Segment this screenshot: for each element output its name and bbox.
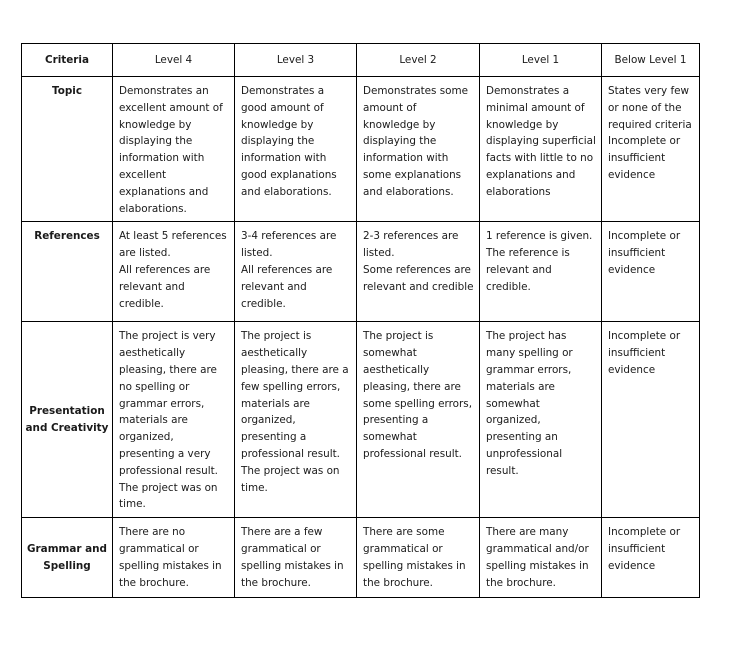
cell-level-4: There are no grammatical or spelling mistakes in the brochure. bbox=[113, 518, 235, 598]
criterion-label: References bbox=[22, 222, 113, 322]
row-grammar bbox=[22, 518, 700, 598]
header-below-level-1: Below Level 1 bbox=[602, 44, 700, 77]
header-level-1: Level 1 bbox=[480, 44, 602, 77]
criterion-label: Presentation and Creativity bbox=[22, 322, 113, 518]
cell-below-level-1: Incomplete or insufficient evidence bbox=[602, 322, 700, 518]
criterion-label: Topic bbox=[22, 77, 113, 222]
cell-level-3: There are a few grammatical or spelling mistakes in the brochure. bbox=[235, 518, 357, 598]
cell-below-level-1: States very few or none of the required criteria Incomplete or insufficient evidence bbox=[602, 77, 700, 222]
cell-level-3: Demonstrates a good amount of knowledge by displaying the information with good explanations and elaborations. bbox=[235, 77, 357, 222]
cell-level-1: Demonstrates a minimal amount of knowledge by displaying superficial facts with little to no explanations and elaborations bbox=[480, 77, 602, 222]
cell-level-3: 3-4 references are listed. All references are relevant and credible. bbox=[235, 222, 357, 322]
criterion-label: Grammar and Spelling bbox=[22, 518, 113, 598]
cell-level-2: The project is somewhat aesthetically pleasing, there are some spelling errors, presenting a somewhat professional result. bbox=[357, 322, 480, 518]
cell-level-2: 2-3 references are listed. Some references are relevant and credible bbox=[357, 222, 480, 322]
row-references bbox=[22, 222, 700, 322]
header-level-4: Level 4 bbox=[113, 44, 235, 77]
cell-level-1: 1 reference is given. The reference is relevant and credible. bbox=[480, 222, 602, 322]
header-row bbox=[22, 44, 700, 77]
row-presentation bbox=[22, 322, 700, 518]
cell-level-4: The project is very aesthetically pleasing, there are no spelling or grammar errors, materials are organized, presenting a very professional result. The project was on time. bbox=[113, 322, 235, 518]
cell-level-1: The project has many spelling or grammar errors, materials are somewhat organized, presenting an unprofessional result. bbox=[480, 322, 602, 518]
cell-below-level-1: Incomplete or insufficient evidence bbox=[602, 518, 700, 598]
cell-below-level-1: Incomplete or insufficient evidence bbox=[602, 222, 700, 322]
cell-level-3: The project is aesthetically pleasing, there are a few spelling errors, materials are organized, presenting a professional result. The project was on time. bbox=[235, 322, 357, 518]
cell-level-4: Demonstrates an excellent amount of knowledge by displaying the information with excellent explanations and elaborations. bbox=[113, 77, 235, 222]
rubric-table bbox=[21, 43, 700, 598]
header-level-2: Level 2 bbox=[357, 44, 480, 77]
header-level-3: Level 3 bbox=[235, 44, 357, 77]
cell-level-2: Demonstrates some amount of knowledge by displaying the information with some explanations and elaborations. bbox=[357, 77, 480, 222]
cell-level-2: There are some grammatical or spelling mistakes in the brochure. bbox=[357, 518, 480, 598]
cell-level-1: There are many grammatical and/or spelling mistakes in the brochure. bbox=[480, 518, 602, 598]
header-criteria: Criteria bbox=[22, 44, 113, 77]
cell-level-4: At least 5 references are listed. All references are relevant and credible. bbox=[113, 222, 235, 322]
row-topic bbox=[22, 77, 700, 222]
